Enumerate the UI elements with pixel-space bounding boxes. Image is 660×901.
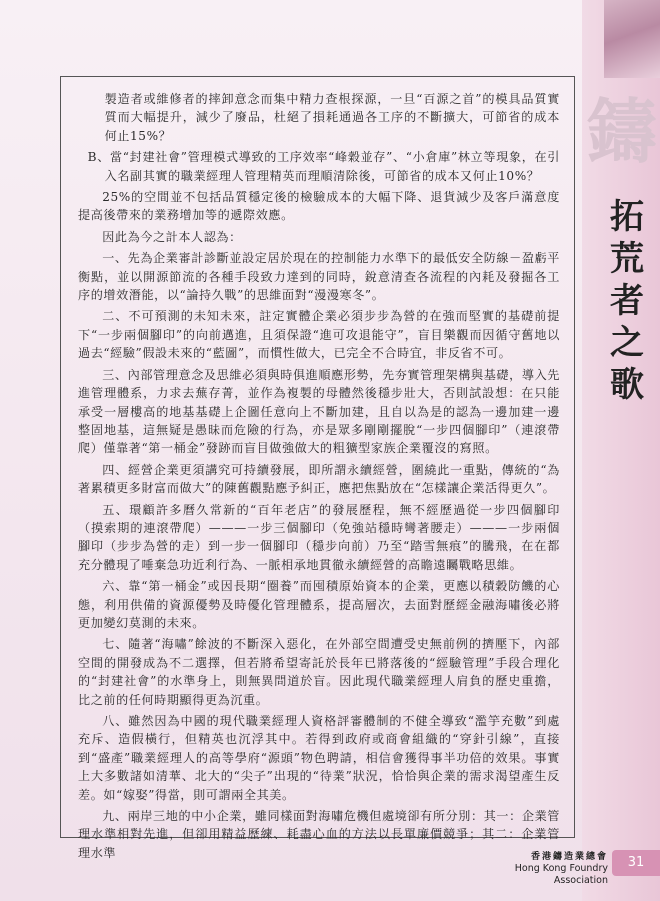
- paragraph: 七、隨著“海嘯”餘波的不斷深入惡化，在外部空間遭受史無前例的擠壓下，內部空間的開發成為不二選擇，但若將希望寄託於長年已將落後的“經驗管理”手段合理化的“封建社會”的水準身上，則無異問道於盲。因此現代職業經理人肩負的歷史重擔，比之前的任何時期顯得更為沉重。: [78, 637, 560, 707]
- section-title-char: 者: [610, 281, 644, 321]
- paragraph: 25%的空間並不包括品質穩定後的檢驗成本的大幅下降、退貨減少及客戶滿意度提高後帶來的業務增加等的遞際效應。: [78, 190, 560, 223]
- section-title-char: 荒: [610, 239, 644, 279]
- paragraph: 八、雖然因為中國的現代職業經理人資格評審體制的不健全導致“濫竽充數”到處充斥、造假橫行，但精英也沉浮其中。若得到政府或商會組織的“穿針引線”，直接到“盛產”職業經理人的高等學府“源頭”物色聘請，相信會獲得事半功倍的效果。事實上大多數諸如清華、北大的“尖子”出現的“待業”狀況，恰恰與企業的需求渴望產生反差。如“嫁娶”得當，則可謂兩全其美。: [78, 714, 560, 802]
- paragraph: 二、不可預測的未知未來，註定實體企業必須步步為營的在強而堅實的基礎前提下“一步兩個腳印”的向前邁進，且須保證“進可攻退能守”，盲目樂觀而因循守舊地以過去“經驗”假設未來的“藍圖”，而慣性做大，已完全不合時宜，非反省不可。: [78, 309, 560, 361]
- paragraph: 製造者或維修者的摔卸意念而集中精力查根探源，一旦“百源之首”的模具品質實質而大幅提升，減少了廢品，杜絕了損耗通過各工序的不斷擴大，可節省的成本何止15%？: [104, 92, 560, 143]
- paragraph: 九、兩岸三地的中小企業，雖同樣面對海嘯危機但處境卻有所分別：其一：企業管理水準相對先進，但卻用精益歷練、耗盡心血的方法以長單廉價競爭；其二：企業管理水準: [78, 809, 560, 860]
- org-name-english: Hong Kong Foundry Association: [514, 863, 608, 886]
- paragraph: B、當“封建社會”管理模式導致的工序效率“峰穀並存”、“小倉庫”林立等現象，在引入名副其實的職業經理人管理精英而理順清除後，可節省的成本又何止10%？: [87, 150, 560, 183]
- paragraph: 六、靠“第一桶金”或因長期“圈養”而囤積原始資本的企業，更應以積穀防饑的心態，利用供備的資源優勢及時優化管理體系，提高層次，去面對歷經金融海嘯後必將更加變幻莫測的未來。: [78, 579, 560, 630]
- footer-organization: [478, 851, 608, 887]
- corner-photo: [604, 0, 660, 78]
- section-title-char: 之: [610, 323, 644, 363]
- paragraph: 四、經營企業更須講究可持續發展，即所謂永續經營，圍繞此一重點，傳統的“為著累積更多財富而做大”的陳舊觀點應予糾正，應把焦點放在“怎樣讓企業活得更久”。: [78, 462, 560, 496]
- section-title-vertical: [604, 196, 650, 406]
- paragraph: 因此為今之計本人認為：: [102, 229, 242, 244]
- paragraph: 五、環顧許多曆久常新的“百年老店”的發展歷程，無不經歷過從一步四個腳印（摸索期的連滾帶爬）———一步三個腳印（免強站穩時彎著腰走）———一步兩個腳印（步步為營的走）到一步一個腳印（穩步向前）乃至“踏雪無痕”的騰飛，在在都充分體現了唾棄急功近利行為、一脈相承地貫徹永續經營的高瞻遠矚戰略思維。: [78, 502, 560, 572]
- section-title-char: 歌: [610, 365, 644, 405]
- paragraph: 一、先為企業審計診斷並設定居於現在的控制能力水準下的最低安全防線－盈虧平衡點，並以開源節流的各種手段致力達到的同時，銳意清查各流程的內耗及發掘各工序的增效潛能，以“論持久戰”的思維面對“漫漫寒冬”。: [78, 251, 560, 303]
- org-name-chinese: 香港鑄造業總會: [530, 852, 608, 862]
- article-body: [78, 90, 560, 865]
- paragraph: 三、內部管理意念及思維必須與時俱進順應形勢，先夯實管理架構與基礎，導入先進管理體系，力求去蕪存菁，並作為複製的母體然後穩步壯大，否則試設想：在只能承受一層樓高的地基基礎上企圖任意向上不斷加建，且自以為是的認為一邊加建一邊整固地基，這無疑是愚昧而危險的行為，亦是眾多剛剛擺脫“一步四個腳印”（連滾帶爬）僅靠著“第一桶金”發跡而盲目做強做大的粗獷型家族企業覆沒的寫照。: [78, 367, 560, 456]
- page-number: 31: [612, 850, 660, 876]
- decor-glyph: 鑄: [587, 90, 657, 173]
- section-title-char: 拓: [610, 197, 644, 237]
